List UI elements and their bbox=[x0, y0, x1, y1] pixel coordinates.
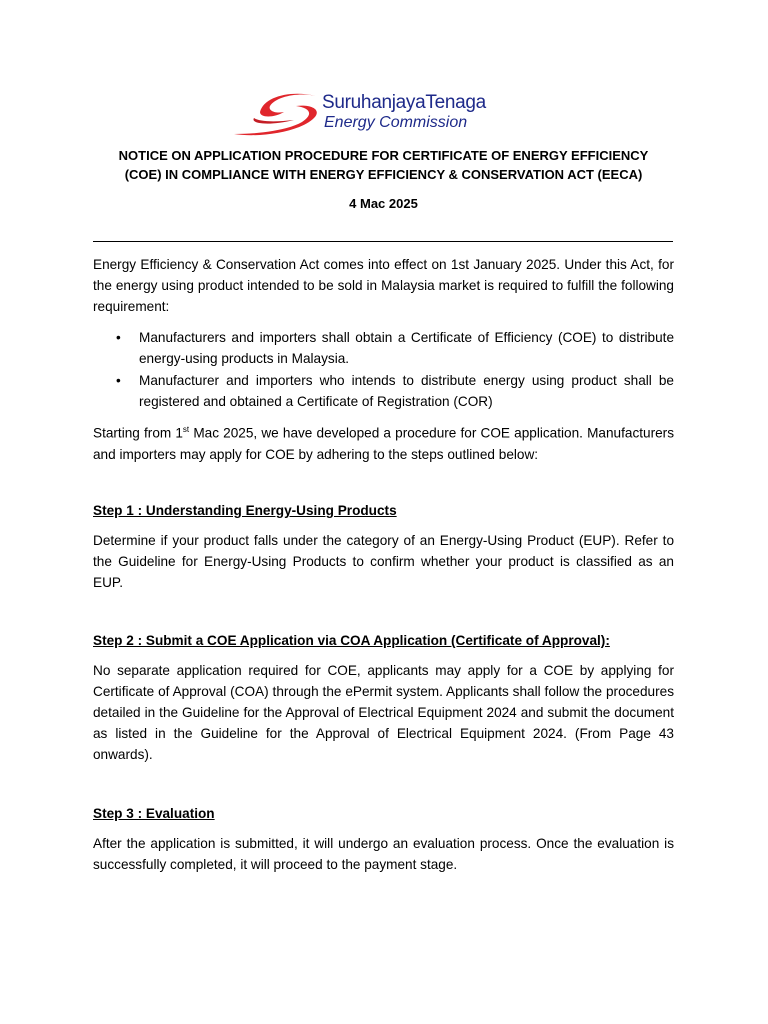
requirement-list bbox=[93, 327, 674, 413]
divider bbox=[93, 241, 673, 242]
intro-paragraph: Energy Efficiency & Conservation Act comes into effect on 1st January 2025. Under this Act, for the energy using product intended to be sold in Malaysia market is required to fulfill the following requirement: bbox=[93, 257, 674, 314]
ordinal-suffix: st bbox=[182, 425, 190, 434]
step-1-body: Determine if your product falls under the category of an Energy-Using Product (EUP). Refer to the Guideline for Energy-Using Products to confirm whether your product is classified as an EUP. bbox=[93, 533, 674, 590]
list-item-text: Manufacturers and importers shall obtain a Certificate of Efficiency (COE) to distribute energy-using products in Malaysia. bbox=[139, 330, 674, 366]
bullet-icon: • bbox=[116, 373, 121, 388]
list-item bbox=[93, 370, 674, 412]
step-3-heading: Step 3 : Evaluation bbox=[93, 806, 215, 821]
title-line-1: NOTICE ON APPLICATION PROCEDURE FOR CERTIFICATE OF ENERGY EFFICIENCY bbox=[118, 148, 649, 163]
logo bbox=[230, 88, 500, 140]
logo-subtitle: Energy Commission bbox=[324, 114, 468, 131]
notice-date: 4 Mac 2025 bbox=[349, 196, 418, 211]
starting-paragraph bbox=[93, 419, 674, 465]
energy-commission-swoosh-icon bbox=[230, 88, 330, 140]
page-title bbox=[93, 146, 674, 184]
list-item-text: Manufacturer and importers who intends to distribute energy using product shall be registered and obtained a Certificate of Registration (COR) bbox=[139, 373, 674, 409]
list-item bbox=[93, 327, 674, 369]
title-line-2: (COE) IN COMPLIANCE WITH ENERGY EFFICIENCY & CONSERVATION ACT (EECA) bbox=[124, 167, 643, 182]
step-1-heading: Step 1 : Understanding Energy-Using Products bbox=[93, 503, 397, 518]
step-3-body: After the application is submitted, it will undergo an evaluation process. Once the evaluation is successfully completed, it will proceed to the payment stage. bbox=[93, 836, 674, 872]
starting-text-1: Starting from 1 bbox=[93, 425, 183, 441]
step-2-heading: Step 2 : Submit a COE Application via COA Application (Certificate of Approval): bbox=[93, 633, 610, 648]
step-2-body: No separate application required for COE, applicants may apply for a COE by applying for Certificate of Approval (COA) through the ePermit system. Applicants shall follow the procedures detailed in the Guideline for the Approval of Electrical Equipment 2024 and submit the document as listed in the Guideline for the Approval of Electrical Equipment 2024. (From Page 43 onwards). bbox=[93, 663, 674, 762]
starting-text-2: Mac 2025, we have developed a procedure for COE application. Manufacturers and importers may apply for COE by adhering to the steps outlined below: bbox=[93, 425, 674, 462]
bullet-icon: • bbox=[116, 330, 121, 345]
logo-name: SuruhanjayaTenaga bbox=[322, 92, 486, 113]
